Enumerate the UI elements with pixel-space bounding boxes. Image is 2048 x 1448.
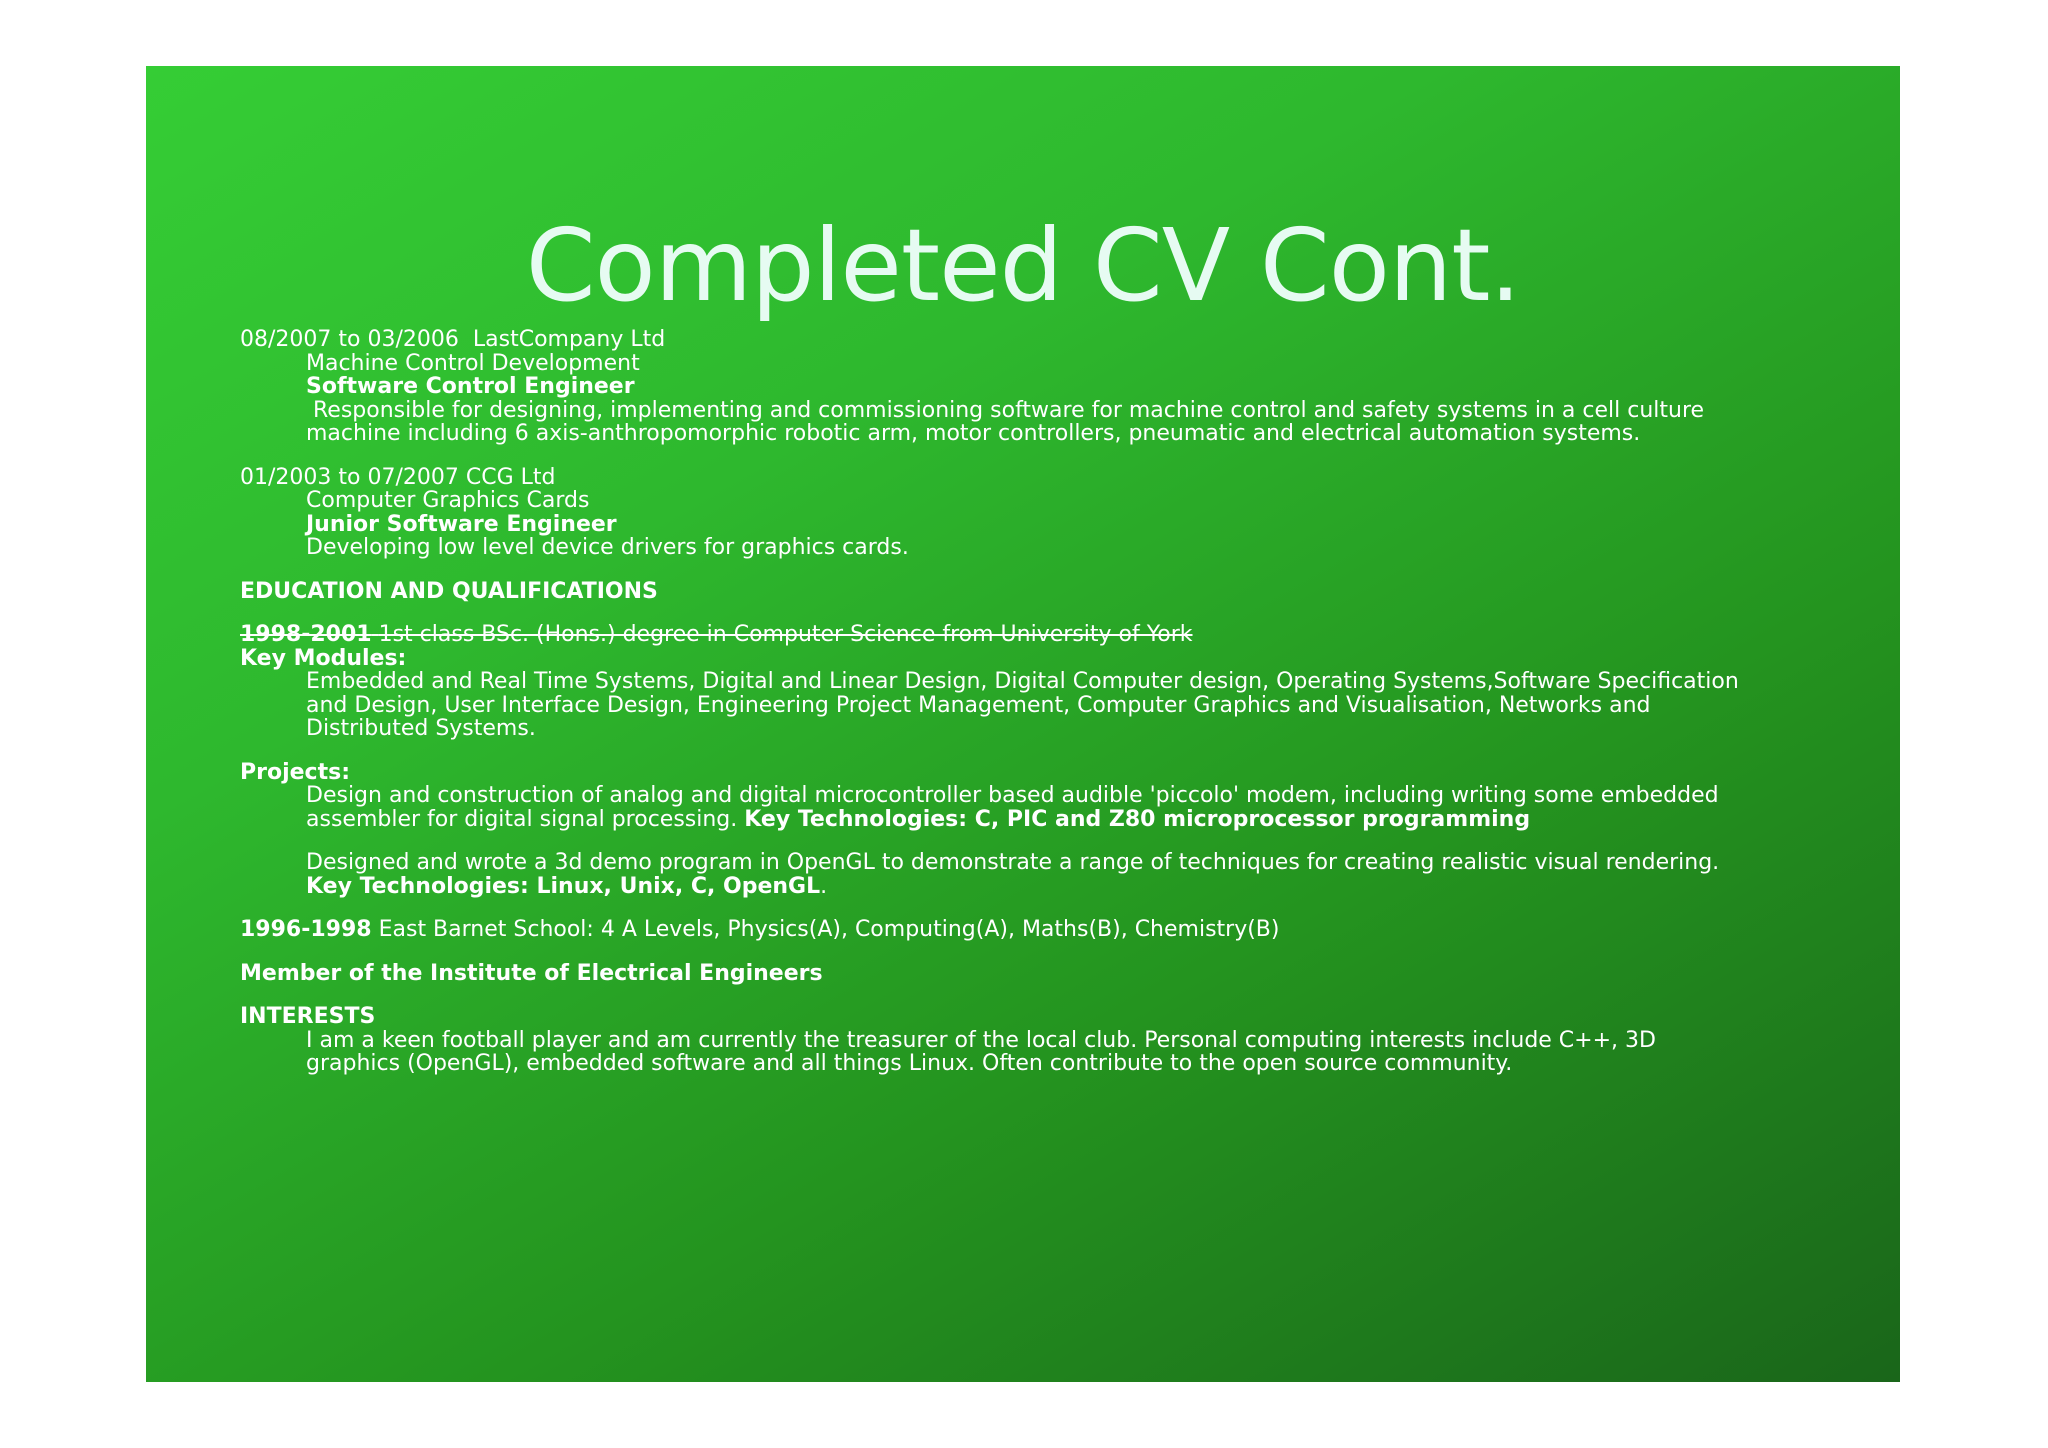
project-item [240,784,1756,831]
modules-text: Embedded and Real Time Systems, Digital and Linear Design, Digital Computer design, Operating Systems,Software Specification and Design, User Interface Design, Engineering Project Management, Computer Graphics and Visualisation, Networks and Distributed Systems. [306,669,1739,741]
degree-line [240,623,1840,647]
project-tail: . [820,873,828,899]
job-department: Computer Graphics Cards [306,488,590,513]
education-heading: EDUCATION AND QUALIFICATIONS [240,578,658,604]
job-header [240,328,1840,352]
job-department: Machine Control Development [306,350,640,376]
slide [146,66,1900,1382]
project-tech: Key Technologies: Linux, Unix, C, OpenGL [306,873,821,899]
project-tech: Key Technologies: C, PIC and Z80 microprocessor programming [744,806,1531,832]
school-text: East Barnet School: 4 A Levels, Physics(A), Computing(A), Maths(B), Chemistry(B) [378,917,1280,942]
projects-label: Projects: [240,759,350,785]
job-role: Junior Software Engineer [306,511,617,537]
job-company: LastCompany Ltd [472,327,666,352]
interests-heading: INTERESTS [240,1004,376,1029]
membership: Member of the Institute of Electrical Engineers [240,960,823,986]
modules-label: Key Modules: [240,645,407,671]
slide-title: Completed CV Cont. [525,207,1521,324]
project-text: Design and construction of analog and digital microcontroller based audible 'piccolo' modem, including writing some embedded assembler for digital signal processing. [306,783,1719,832]
job-description: Responsible for designing, implementing and commissioning software for machine control and safety systems in a cell culture machine including 6 axis-anthropomorphic robotic arm, motor controllers, pneumatic and electrical automation systems. [306,397,1712,446]
job-dates: 01/2003 to 07/2007 [240,464,459,490]
job-role: Software Control Engineer [306,374,635,399]
degree-text: 1st class BSc. (Hons.) degree in Computer Science from University of York [378,622,1193,647]
degree-years: 1998-2001 [240,622,372,647]
school-line [240,918,1840,942]
interests-text: I am a keen football player and am currently the treasurer of the local club. Personal computing interests include C++, 3D graphics (OpenGL), embedded software and all things Linux. Often contribute to the open source community. [306,1027,1656,1076]
job-dates: 08/2007 to 03/2006 [240,327,459,352]
project-text: Designed and wrote a 3d demo program in OpenGL to demonstrate a range of techniques for creating realistic visual rendering. [306,850,1720,875]
school-years: 1996-1998 [240,917,372,942]
job-company: CCG Ltd [465,464,556,490]
cv-content [240,328,1840,1076]
project-item [240,851,1756,898]
job-description: Developing low level device drivers for graphics cards. [306,535,909,560]
job-header [240,466,1840,490]
